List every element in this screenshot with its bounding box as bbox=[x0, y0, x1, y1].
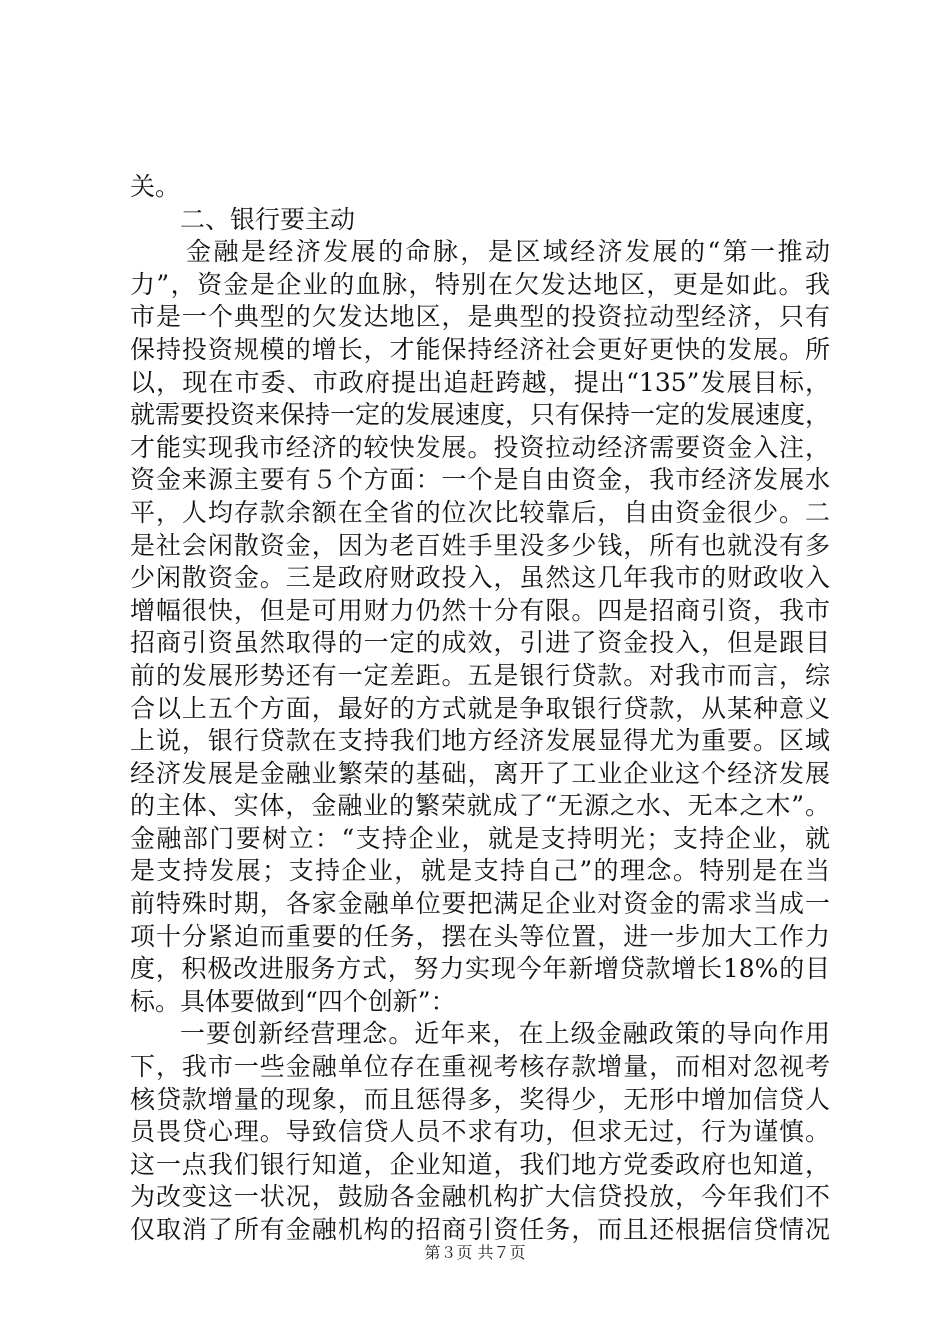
document-body bbox=[130, 171, 830, 1247]
text-line: 员畏贷心理。导致信贷人员不求有功，但求无过，行为谨慎。 bbox=[130, 1117, 830, 1147]
text-line: 是社会闲散资金，因为老百姓手里没多少钱，所有也就没有多 bbox=[130, 530, 830, 560]
text-line: 这一点我们银行知道，企业知道，我们地方党委政府也知道， bbox=[130, 1149, 830, 1179]
text-line: 前的发展形势还有一定差距。五是银行贷款。对我市而言，综 bbox=[130, 660, 830, 690]
text-line: 上说，银行贷款在支持我们地方经济发展显得尤为重要。区域 bbox=[130, 726, 830, 756]
text-line: 才能实现我市经济的较快发展。投资拉动经济需要资金入注， bbox=[130, 432, 830, 462]
text-line: 度，积极改进服务方式，努力实现今年新增贷款增长18%的目 bbox=[130, 954, 830, 984]
text-line: 少闲散资金。三是政府财政投入，虽然这几年我市的财政收入 bbox=[130, 563, 830, 593]
text-line: 合以上五个方面，最好的方式就是争取银行贷款，从某种意义 bbox=[130, 693, 830, 723]
text-line: 项十分紧迫而重要的任务，摆在头等位置，进一步加大工作力 bbox=[130, 921, 830, 951]
text-line: 以，现在市委、市政府提出追赶跨越，提出“135”发展目标， bbox=[130, 367, 830, 397]
text-line: 资金来源主要有５个方面：一个是自由资金，我市经济发展水 bbox=[130, 465, 830, 495]
section-heading: 二、银行要主动 bbox=[180, 204, 356, 234]
text-line: 力”，资金是企业的血脉，特别在欠发达地区，更是如此。我 bbox=[130, 269, 830, 299]
text-line: 金融部门要树立：“支持企业，就是支持明光；支持企业，就 bbox=[130, 823, 830, 853]
text-line: 就需要投资来保持一定的发展速度，只有保持一定的发展速度， bbox=[130, 400, 831, 430]
text-line: 仅取消了所有金融机构的招商引资任务，而且还根据信贷情况 bbox=[130, 1215, 830, 1244]
page-footer bbox=[0, 1240, 950, 1263]
text-line: 前特殊时期，各家金融单位要把满足企业对资金的需求当成一 bbox=[130, 889, 830, 919]
text-line: 标。具体要做到“四个创新”： bbox=[130, 986, 456, 1016]
text-line: 平，人均存款余额在全省的位次比较靠后，自由资金很少。二 bbox=[130, 497, 830, 527]
text-line: 关。 bbox=[130, 172, 181, 201]
text-line: 核贷款增量的现象，而且惩得多，奖得少，无形中增加信贷人 bbox=[130, 1084, 830, 1114]
text-line: 保持投资规模的增长，才能保持经济社会更好更快的发展。所 bbox=[130, 334, 830, 364]
text-line: 是支持发展；支持企业，就是支持自己”的理念。特别是在当 bbox=[130, 856, 830, 886]
text-line: 的主体、实体，金融业的繁荣就成了“无源之水、无本之木”。 bbox=[130, 791, 830, 821]
text-line: 为改变这一状况，鼓励各金融机构扩大信贷投放，今年我们不 bbox=[130, 1182, 830, 1212]
text-line: 一要创新经营理念。近年来，在上级金融政策的导向作用 bbox=[180, 1019, 830, 1049]
text-line: 市是一个典型的欠发达地区，是典型的投资拉动型经济，只有 bbox=[130, 302, 830, 332]
text-line: 增幅很快，但是可用财力仍然十分有限。四是招商引资，我市 bbox=[130, 595, 830, 625]
text-line: 招商引资虽然取得的一定的成效，引进了资金投入，但是跟目 bbox=[130, 628, 830, 658]
text-line: 金融是经济发展的命脉，是区域经济发展的“第一推动 bbox=[186, 237, 830, 267]
text-line: 经济发展是金融业繁荣的基础，离开了工业企业这个经济发展 bbox=[130, 758, 830, 788]
text-line: 下，我市一些金融单位存在重视考核存款增量，而相对忽视考 bbox=[130, 1052, 830, 1082]
page-number: 第３页 共７页 bbox=[424, 1243, 526, 1262]
